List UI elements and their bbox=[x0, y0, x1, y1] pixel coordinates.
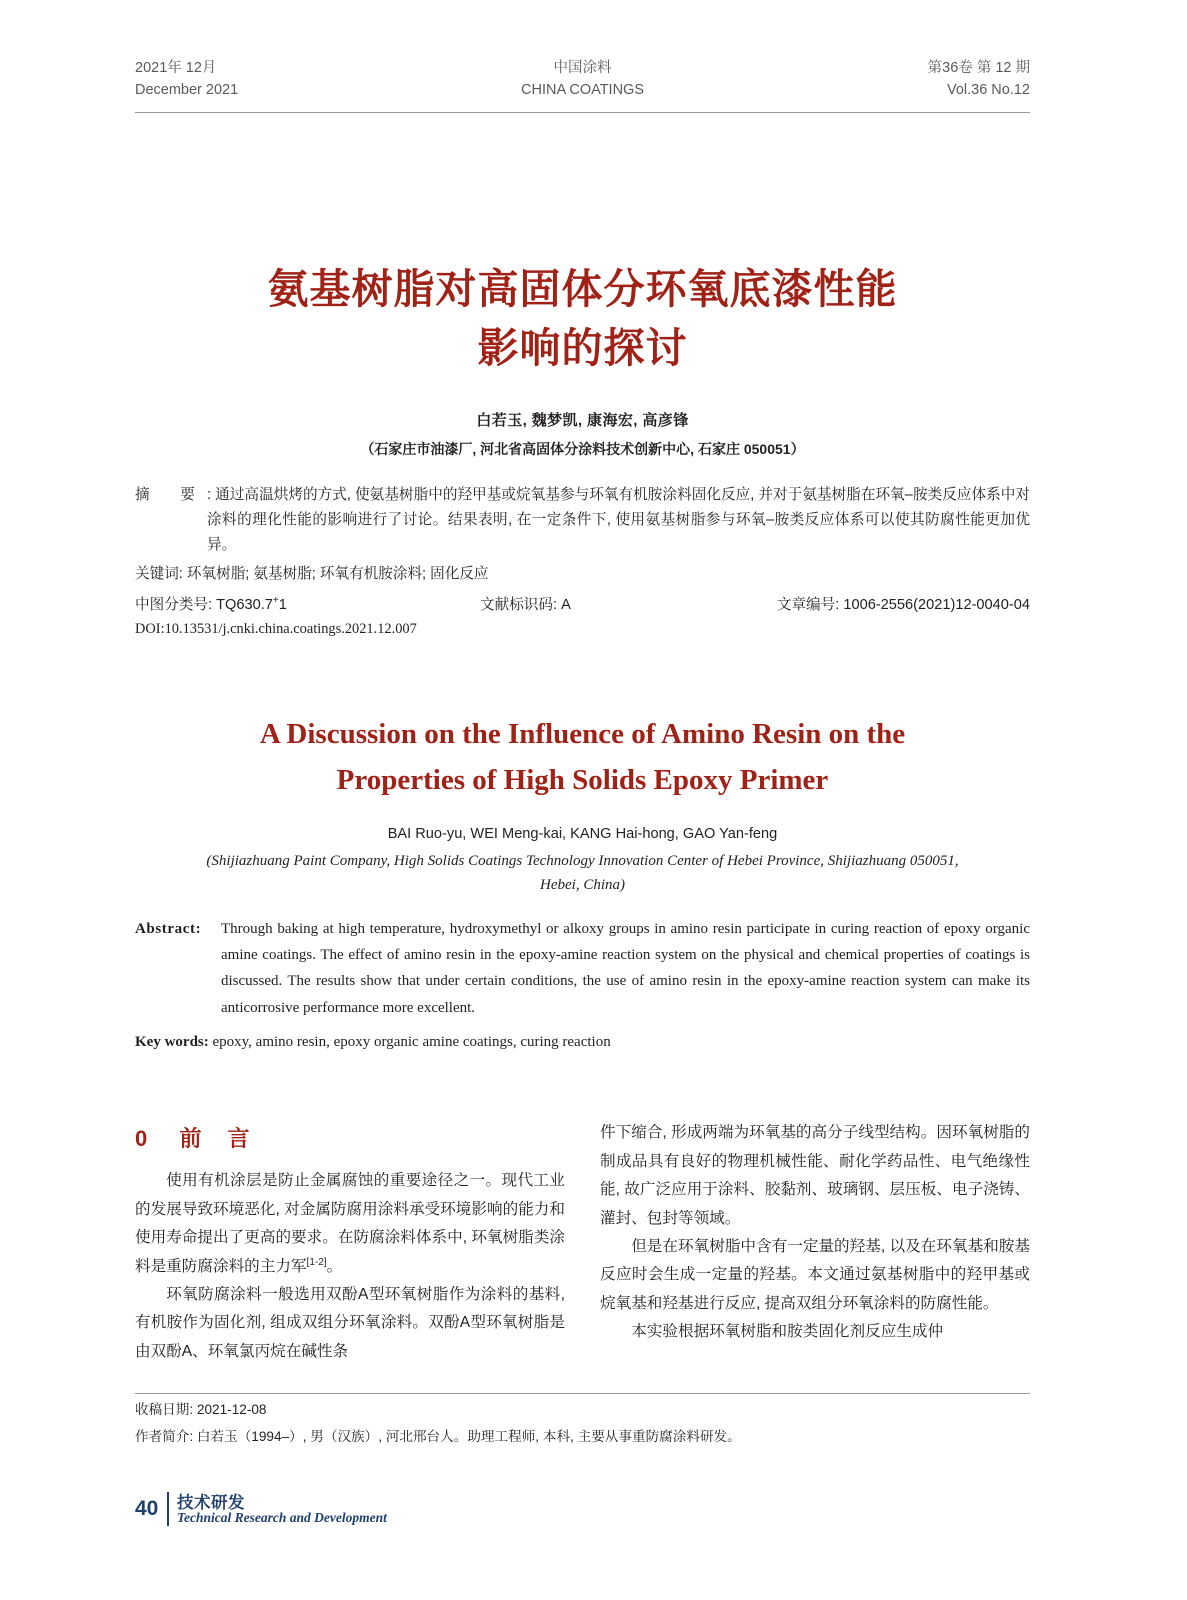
title-en-line1: A Discussion on the Influence of Amino Resin on the bbox=[259, 718, 906, 751]
running-head bbox=[135, 0, 1030, 115]
page-number: 40 bbox=[135, 1497, 159, 1520]
journal-name-cn: 中国涂料 bbox=[553, 60, 612, 76]
clc-tail: 1 bbox=[278, 597, 287, 614]
title-cn bbox=[135, 260, 1030, 379]
paragraph: 环氧防腐涂料一般选用双酚A型环氧树脂作为涂料的基料, 有机胺作为固化剂, 组成双组分环氧涂料。双酚A型环氧树脂是由双酚A、环氧氯丙烷在碱性条 bbox=[135, 1285, 565, 1360]
clc-value: : TQ630.7 bbox=[207, 597, 273, 614]
affiliation-en-line1: (Shijiazhuang Paint Company, High Solids Coatings Technology Innovation Center of Hebei Province, Shijiazhuang 050051, bbox=[206, 852, 959, 869]
paragraph-text: 使用有机涂层是防止金属腐蚀的重要途径之一。现代工业的发展导致环境恶化, 对金属防腐用涂料承受环境影响的能力和使用寿命提出了更高的要求。在防腐涂料体系中, 环氧树脂类涂料是重防腐涂料的主力军 bbox=[135, 1172, 565, 1275]
volume-issue-cn: 第36卷 第 12 期 bbox=[927, 60, 1030, 76]
title-cn-line2: 影响的探讨 bbox=[477, 325, 688, 372]
clc-superscript: + bbox=[272, 595, 279, 607]
affiliation-en-line2: Hebei, China) bbox=[540, 876, 625, 893]
paragraph: 但是在环氧树脂中含有一定量的羟基, 以及在环氧基和胺基反应时会生成一定量的羟基。本文通过氨基树脂中的羟甲基或烷氧基和羟基进行反应, 提高双组分环氧涂料的防腐性能。 bbox=[600, 1237, 1030, 1312]
paragraph: 件下缩合, 形成两端为环氧基的高分子线型结构。因环氧树脂的制成品具有良好的物理机械性能、耐化学药品性、电气绝缘性能, 故广泛应用于涂料、胶黏剂、玻璃钢、层压板、电子浇铸、灌封、包封等领域。 bbox=[600, 1124, 1030, 1227]
clc-label: 中图分类号 bbox=[135, 597, 208, 614]
classification-row bbox=[135, 593, 1030, 619]
title-cn-line1: 氨基树脂对高固体分环氧底漆性能 bbox=[267, 266, 898, 312]
clc-code bbox=[135, 593, 287, 614]
header-divider bbox=[135, 112, 1030, 113]
keywords-cn-label: 关键词 bbox=[135, 566, 179, 583]
article-id-label: 文章编号 bbox=[776, 597, 836, 614]
received-date: 收稿日期: 2021-12-08 bbox=[135, 1402, 267, 1417]
footer-section-en: Technical Research and Development bbox=[177, 1510, 387, 1525]
paragraph: 本实验根据环氧树脂和胺类固化剂反应生成仲 bbox=[631, 1323, 944, 1340]
affiliation-en bbox=[135, 849, 1030, 897]
title-en-line2: Properties of High Solids Epoxy Primer bbox=[336, 764, 829, 797]
footnote-divider bbox=[135, 1393, 1030, 1394]
section-title: 前 言 bbox=[179, 1126, 252, 1152]
volume-issue-en: Vol.36 No.12 bbox=[946, 82, 1030, 99]
section-number: 0 bbox=[135, 1126, 150, 1152]
affiliation-cn: （石家庄市油漆厂, 河北省高固体分涂料技术创新中心, 石家庄 050051） bbox=[360, 440, 805, 457]
author-bio: 作者简介: 白若玉（1994–）, 男（汉族）, 河北邢台人。助理工程师, 本科, 主要从事重防腐涂料研发。 bbox=[135, 1428, 741, 1444]
running-head-right bbox=[928, 57, 1030, 102]
document-code-value: : A bbox=[552, 597, 571, 614]
footer-section-cn: 技术研发 bbox=[177, 1494, 245, 1512]
running-head-date-cn: 2021年 12月 bbox=[135, 60, 217, 76]
running-head-center bbox=[135, 57, 1030, 102]
abstract-en-text: Through baking at high temperature, hydroxymethyl or alkoxy groups in amino resin participate in curing reaction of epoxy organic amine coatings. The effect of amino resin in the epoxy-amine reaction system on the physical and chemical properties of coatings is discussed. The results show that under certain conditions, the use of amino resin in the epoxy-amine reaction system can make its anticorrosive performance more excellent. bbox=[221, 920, 1030, 1016]
abstract-cn-text: : 通过高温烘烤的方式, 使氨基树脂中的羟甲基或烷氧基参与环氧有机胺涂料固化反应, 并对于氨基树脂在环氧–胺类反应体系中对涂料的理化性能的影响进行了讨论。结果表明, 在一定条件下, 使用氨基树脂参与环氧–胺类反应体系可以使其防腐性能更加优异。 bbox=[207, 486, 1030, 554]
running-head-date-en: December 2021 bbox=[135, 82, 239, 99]
journal-name-en: CHINA COATINGS bbox=[521, 82, 644, 99]
footer-divider-bar bbox=[167, 1492, 169, 1526]
keywords-cn bbox=[135, 562, 1030, 587]
paragraph bbox=[135, 1167, 565, 1281]
keywords-en-label: Key words: bbox=[135, 1033, 209, 1050]
keywords-en-text: epoxy, amino resin, epoxy organic amine coatings, curing reaction bbox=[208, 1033, 611, 1050]
doi: DOI:10.13531/j.cnki.china.coatings.2021.12.007 bbox=[135, 621, 417, 638]
article-id-value: : 1006-2556(2021)12-0040-04 bbox=[835, 597, 1030, 614]
keywords-en bbox=[135, 1030, 1030, 1056]
page-content bbox=[135, 0, 1030, 1389]
title-en bbox=[135, 712, 1030, 804]
document-code bbox=[480, 593, 571, 614]
abstract-cn-label: 摘 要 bbox=[135, 486, 203, 503]
body-column-right bbox=[600, 1119, 1030, 1346]
footnotes bbox=[135, 1397, 1030, 1450]
body-column-left bbox=[135, 1119, 565, 1366]
body-columns bbox=[135, 1119, 1030, 1389]
abstract-en-label: Abstract: bbox=[135, 920, 202, 937]
page-footer bbox=[135, 1488, 535, 1532]
document-code-label: 文献标识码 bbox=[480, 597, 553, 614]
abstract-en bbox=[135, 916, 1030, 1021]
abstract-cn bbox=[135, 483, 1030, 558]
citation-ref: [1-2] bbox=[306, 1256, 327, 1268]
section-heading bbox=[135, 1119, 565, 1159]
authors-en: BAI Ruo-yu, WEI Meng-kai, KANG Hai-hong, GAO Yan-feng bbox=[387, 825, 778, 842]
authors-cn: 白若玉, 魏梦凯, 康海宏, 高彦锋 bbox=[476, 411, 689, 429]
article-id bbox=[777, 593, 1030, 614]
keywords-cn-text: : 环氧树脂; 氨基树脂; 环氧有机胺涂料; 固化反应 bbox=[178, 566, 489, 583]
paragraph-text-tail: 。 bbox=[326, 1257, 343, 1275]
